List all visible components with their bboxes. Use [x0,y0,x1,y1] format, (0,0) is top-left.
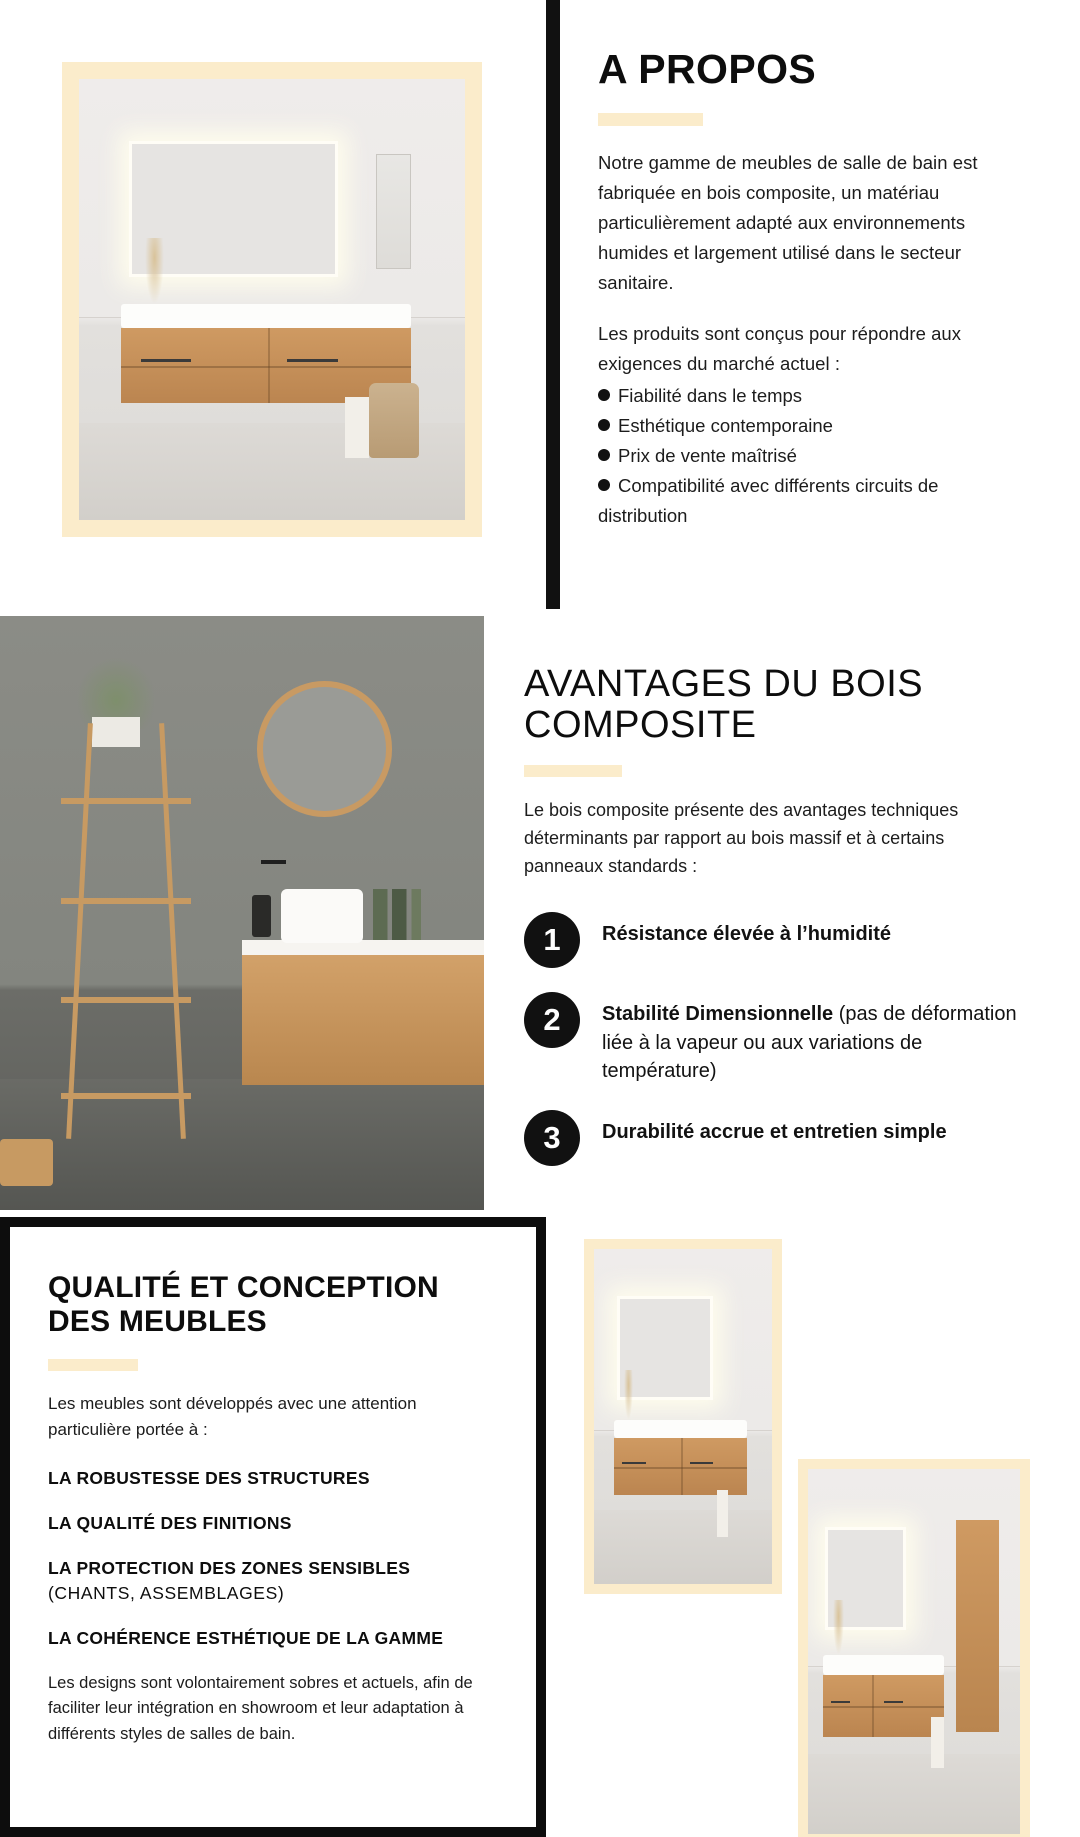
about-bullet-list [598,381,1030,531]
about-photo [79,79,465,520]
bullet-label: Prix de vente maîtrisé [618,444,797,466]
list-item [598,441,1030,471]
list-item [524,1108,1025,1166]
quality-photo-2 [808,1469,1020,1834]
list-item [48,1511,498,1536]
about-paragraph-1: Notre gamme de meubles de salle de bain est fabriquée en bois composite, un matériau particulièrement adapté aux environnements humides et largement utilisé dans le secteur sanitaire. [598,152,978,293]
quality-card [10,1227,536,1827]
quality-text-panel [0,1217,546,1837]
section-advantages [0,609,1080,1210]
quality-intro: Les meubles sont développés avec une attention particulière portée à : [48,1394,417,1439]
list-item [48,1626,498,1651]
bullet-dot-icon [598,419,610,431]
section-about [0,0,1080,609]
about-title: A PROPOS [598,46,817,92]
point-bold: LA QUALITÉ DES FINITIONS [48,1513,292,1534]
advantage-text [602,1108,947,1146]
about-image-column [0,0,546,609]
advantage-regular: (pas de déformation liée à la vapeur ou aux variations de température) [602,1003,1017,1083]
quality-title: QUALITÉ ET CONCEPTION DES MEUBLES [48,1271,439,1339]
advantage-text [602,990,1025,1085]
advantages-photo [0,616,484,1210]
list-item [48,1466,498,1491]
list-item [598,411,1030,441]
advantage-bold: Durabilité accrue et entretien simple [602,1120,947,1143]
advantage-bold: Stabilité Dimensionnelle [602,1003,834,1026]
accent-underline [598,113,703,126]
quality-image-column [546,1217,1080,1837]
bullet-label: Compatibilité avec différents circuits de distribution [598,474,939,526]
number-badge: 3 [524,1110,580,1166]
advantage-bold: Résistance élevée à l’humidité [602,923,892,946]
advantages-title: AVANTAGES DU BOIS COMPOSITE [524,663,924,747]
about-text-column [560,0,1080,609]
advantage-text [602,910,891,948]
list-item [598,381,1030,411]
advantages-text-column [484,616,1080,1210]
list-item [524,910,1025,968]
about-photo-frame [62,62,482,537]
list-item [48,1556,498,1606]
vertical-divider-bar [546,0,560,609]
quality-closing: Les designs sont volontairement sobres et actuels, afin de faciliter leur intégration en showroom et leur adaptation à différents styles de salles de bain. [48,1673,473,1743]
point-bold: LA COHÉRENCE ESTHÉTIQUE DE LA GAMME [48,1627,444,1648]
advantages-intro: Le bois composite présente des avantages techniques déterminants par rapport au bois massif et à certains panneaux standards : [524,799,959,876]
bathroom-vanity-illustration [594,1249,772,1584]
quality-photo-1 [594,1249,772,1584]
section-quality [0,1210,1080,1837]
accent-underline [48,1359,138,1371]
number-badge: 1 [524,912,580,968]
advantages-numbered-list [524,910,1025,1165]
bathroom-tall-cabinet-illustration [808,1469,1020,1834]
point-regular: (CHANTS, ASSEMBLAGES) [48,1582,285,1603]
bullet-label: Fiabilité dans le temps [618,384,803,406]
point-bold: LA ROBUSTESSE DES STRUCTURES [48,1468,370,1489]
about-paragraph-2: Les produits sont conçus pour répondre aux exigences du marché actuel : [598,322,962,374]
list-item [598,471,1030,531]
quality-photo-frame-1 [584,1239,782,1594]
bathroom-vanity-illustration [79,79,465,520]
bullet-dot-icon [598,479,610,491]
accent-underline [524,765,622,777]
bullet-label: Esthétique contemporaine [618,414,833,436]
quality-points-list [48,1466,498,1650]
bullet-dot-icon [598,389,610,401]
number-badge: 2 [524,992,580,1048]
bullet-dot-icon [598,449,610,461]
list-item [524,990,1025,1085]
point-bold: LA PROTECTION DES ZONES SENSIBLES [48,1558,411,1579]
bathroom-ladder-shelf-illustration [0,616,484,1210]
quality-photo-frame-2 [798,1459,1030,1837]
